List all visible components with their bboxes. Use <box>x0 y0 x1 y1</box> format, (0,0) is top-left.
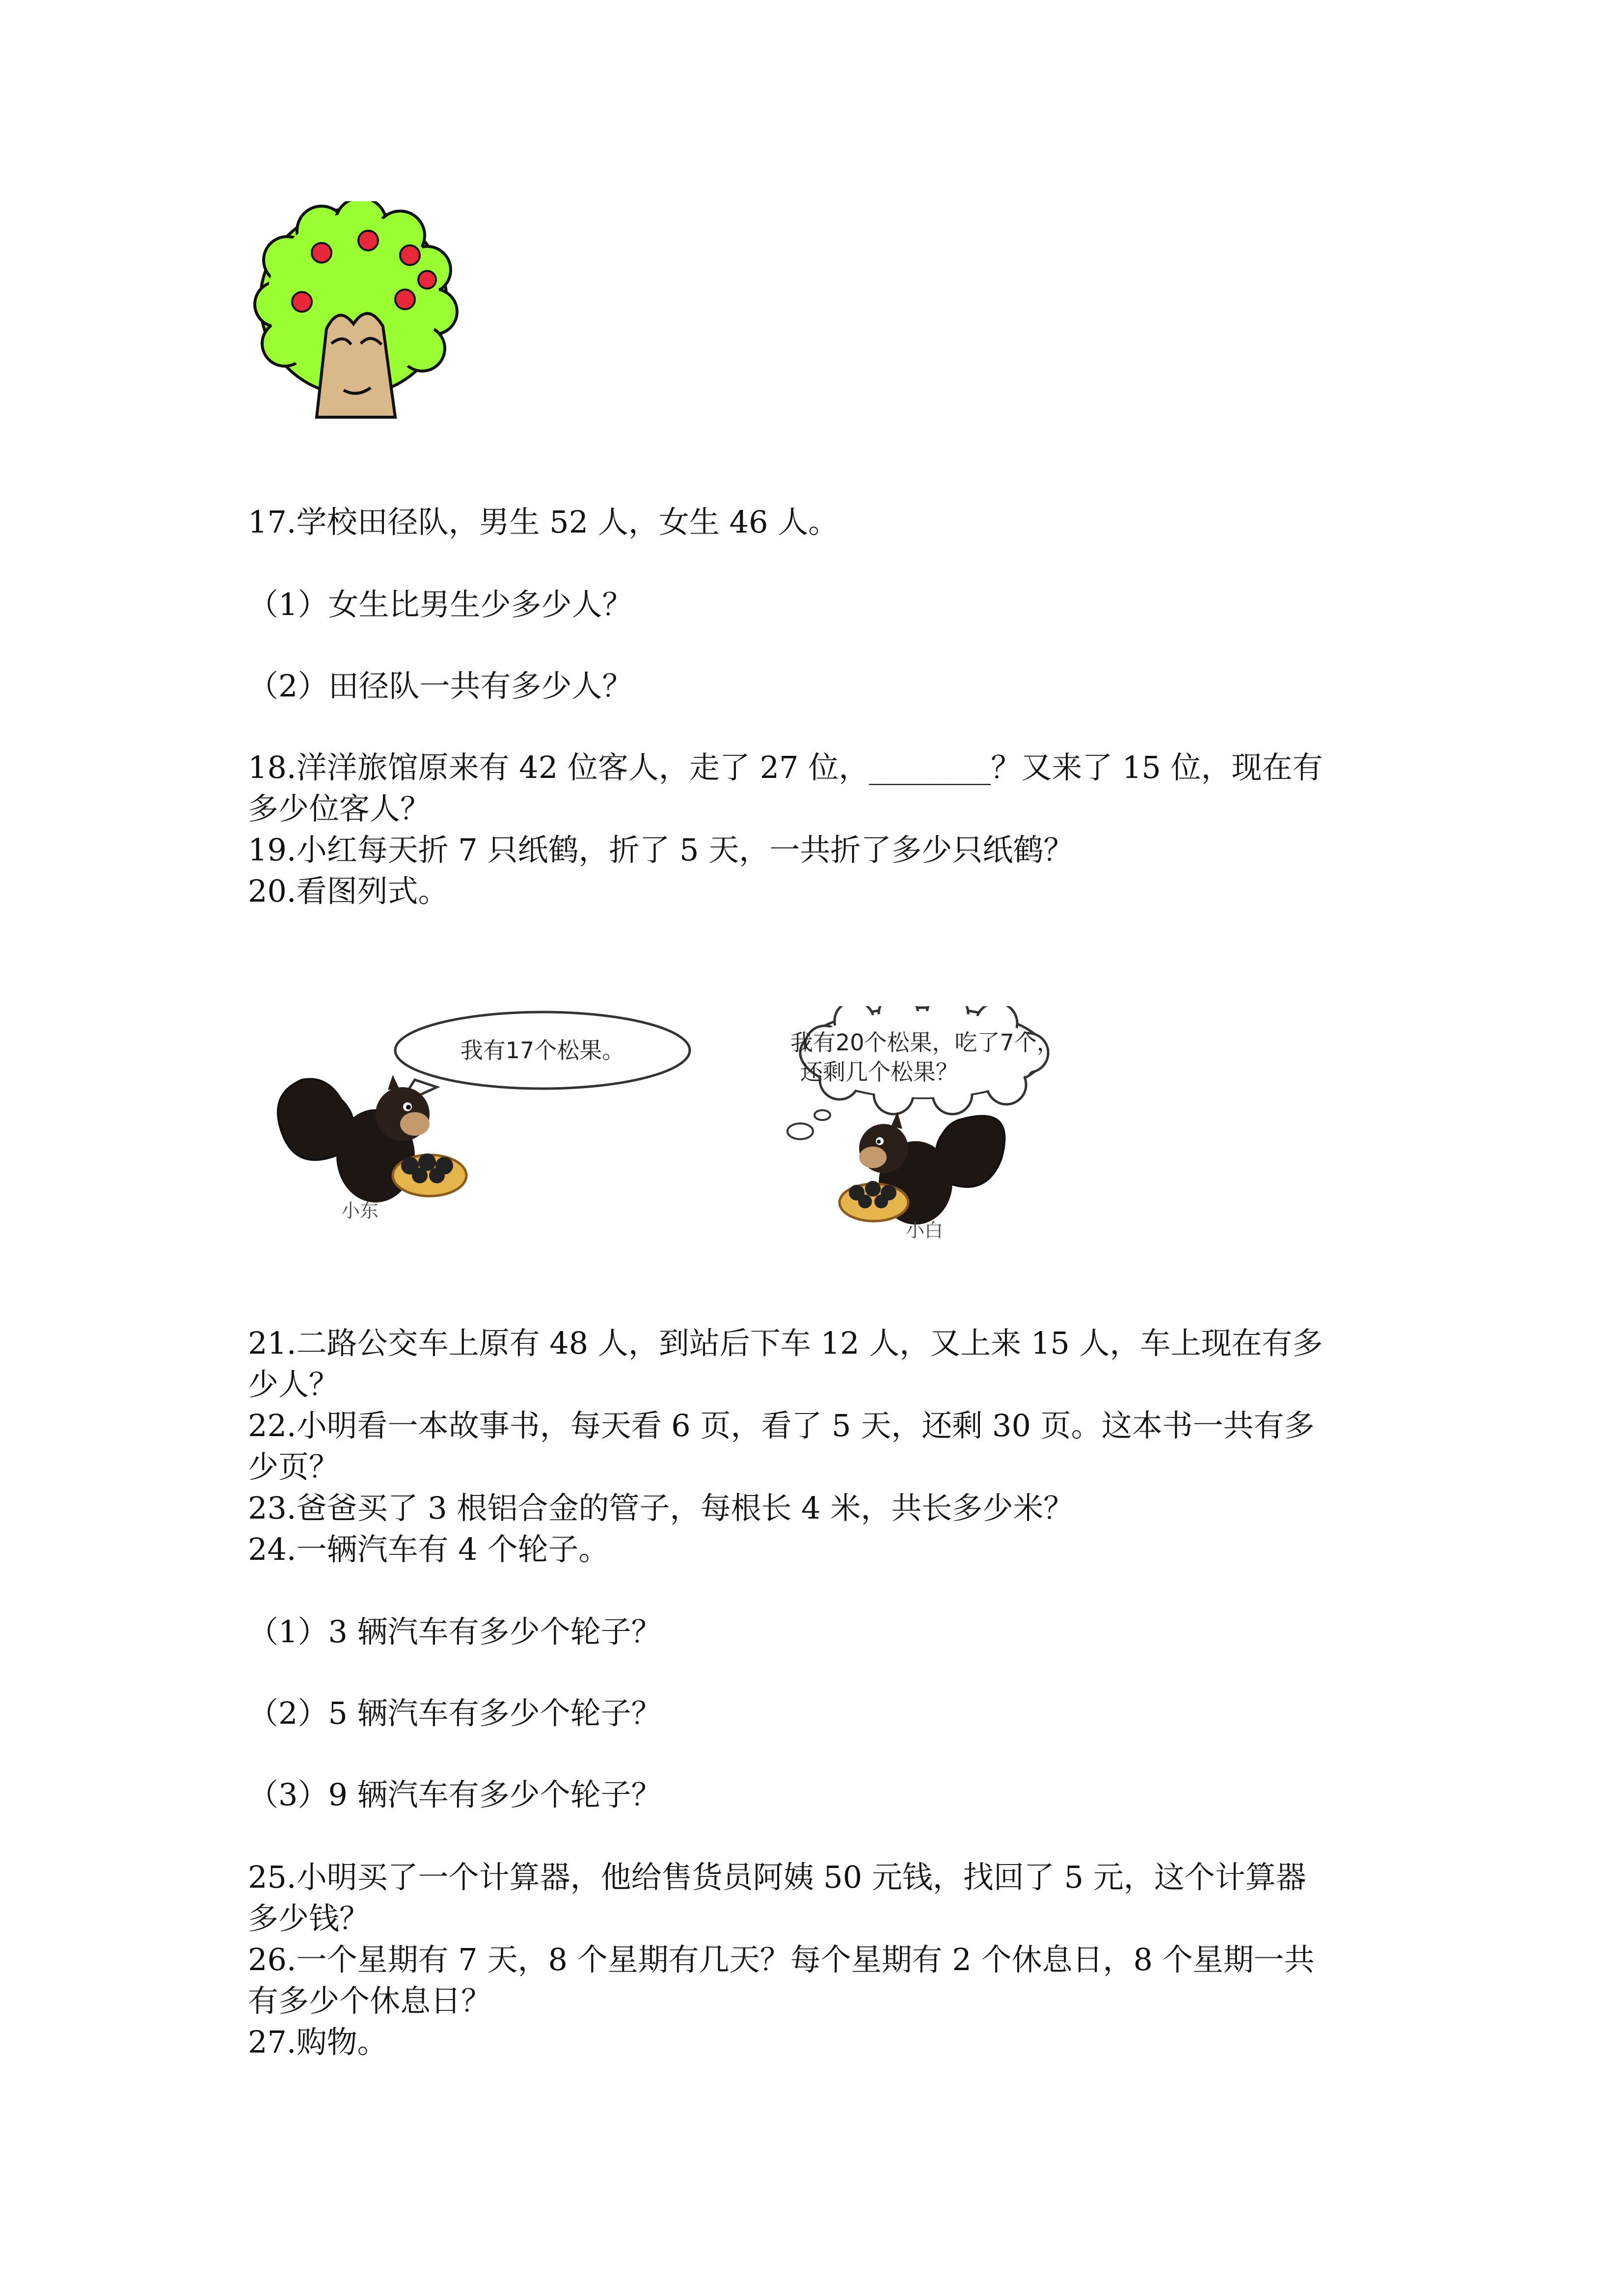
squirrel-right-illustration <box>741 1006 1114 1242</box>
question-21-line-2: 少人？ <box>248 1366 340 1402</box>
speech-text-right-line-2: 还剩几个松果？ <box>800 1059 958 1085</box>
question-17: 17.学校田径队，男生 52 人，女生 46 人。 <box>248 504 839 540</box>
question-19: 19.小红每天折 7 只纸鹤，折了 5 天，一共折了多少只纸鹤？ <box>248 832 1074 868</box>
question-17-part-2: （2）田径队一共有多少人？ <box>248 668 633 704</box>
squirrel-name-right: 小白 <box>906 1220 944 1241</box>
question-23: 23.爸爸买了 3 根铝合金的管子，每根长 4 米，共长多少米？ <box>248 1490 1074 1526</box>
squirrel-left-illustration <box>268 1006 700 1232</box>
question-27: 27.购物。 <box>248 2024 388 2060</box>
question-22-line-2: 少页？ <box>248 1449 340 1485</box>
question-18-line-1: 18.洋洋旅馆原来有 42 位客人，走了 27 位，________？又来了 15 位，现在有 <box>248 749 1323 785</box>
question-25-line-1: 25.小明买了一个计算器，他给售货员阿姨 50 元钱，找回了 5 元，这个计算器 <box>248 1859 1306 1895</box>
speech-text-right-line-1: 我有20个松果，吃了7个， <box>790 1029 1059 1056</box>
question-22-line-1: 22.小明看一本故事书，每天看 6 页，看了 5 天，还剩 30 页。这本书一共有多 <box>248 1408 1315 1443</box>
question-20: 20.看图列式。 <box>248 873 449 909</box>
apple-tree-icon <box>248 201 459 422</box>
speech-text-left: 我有17个松果。 <box>460 1037 625 1064</box>
question-24-part-2: （2）5 辆汽车有多少个轮子？ <box>248 1695 662 1731</box>
question-26-line-1: 26.一个星期有 7 天，8 个星期有几天？每个星期有 2 个休息日，8 个星期一共 <box>248 1942 1315 1977</box>
question-26-line-2: 有多少个休息日？ <box>248 1983 492 2019</box>
question-24: 24.一辆汽车有 4 个轮子。 <box>248 1531 609 1567</box>
squirrel-name-left: 小东 <box>341 1200 379 1222</box>
question-24-part-3: （3）9 辆汽车有多少个轮子？ <box>248 1777 662 1813</box>
question-18-line-2: 多少位客人？ <box>248 791 431 827</box>
question-24-part-1: （1）3 辆汽车有多少个轮子？ <box>248 1614 662 1650</box>
question-25-line-2: 多少钱？ <box>248 1900 370 1936</box>
question-21-line-1: 21.二路公交车上原有 48 人，到站后下车 12 人，又上来 15 人，车上现在有多 <box>248 1325 1323 1361</box>
question-17-part-1: （1）女生比男生少多少人？ <box>248 587 633 622</box>
